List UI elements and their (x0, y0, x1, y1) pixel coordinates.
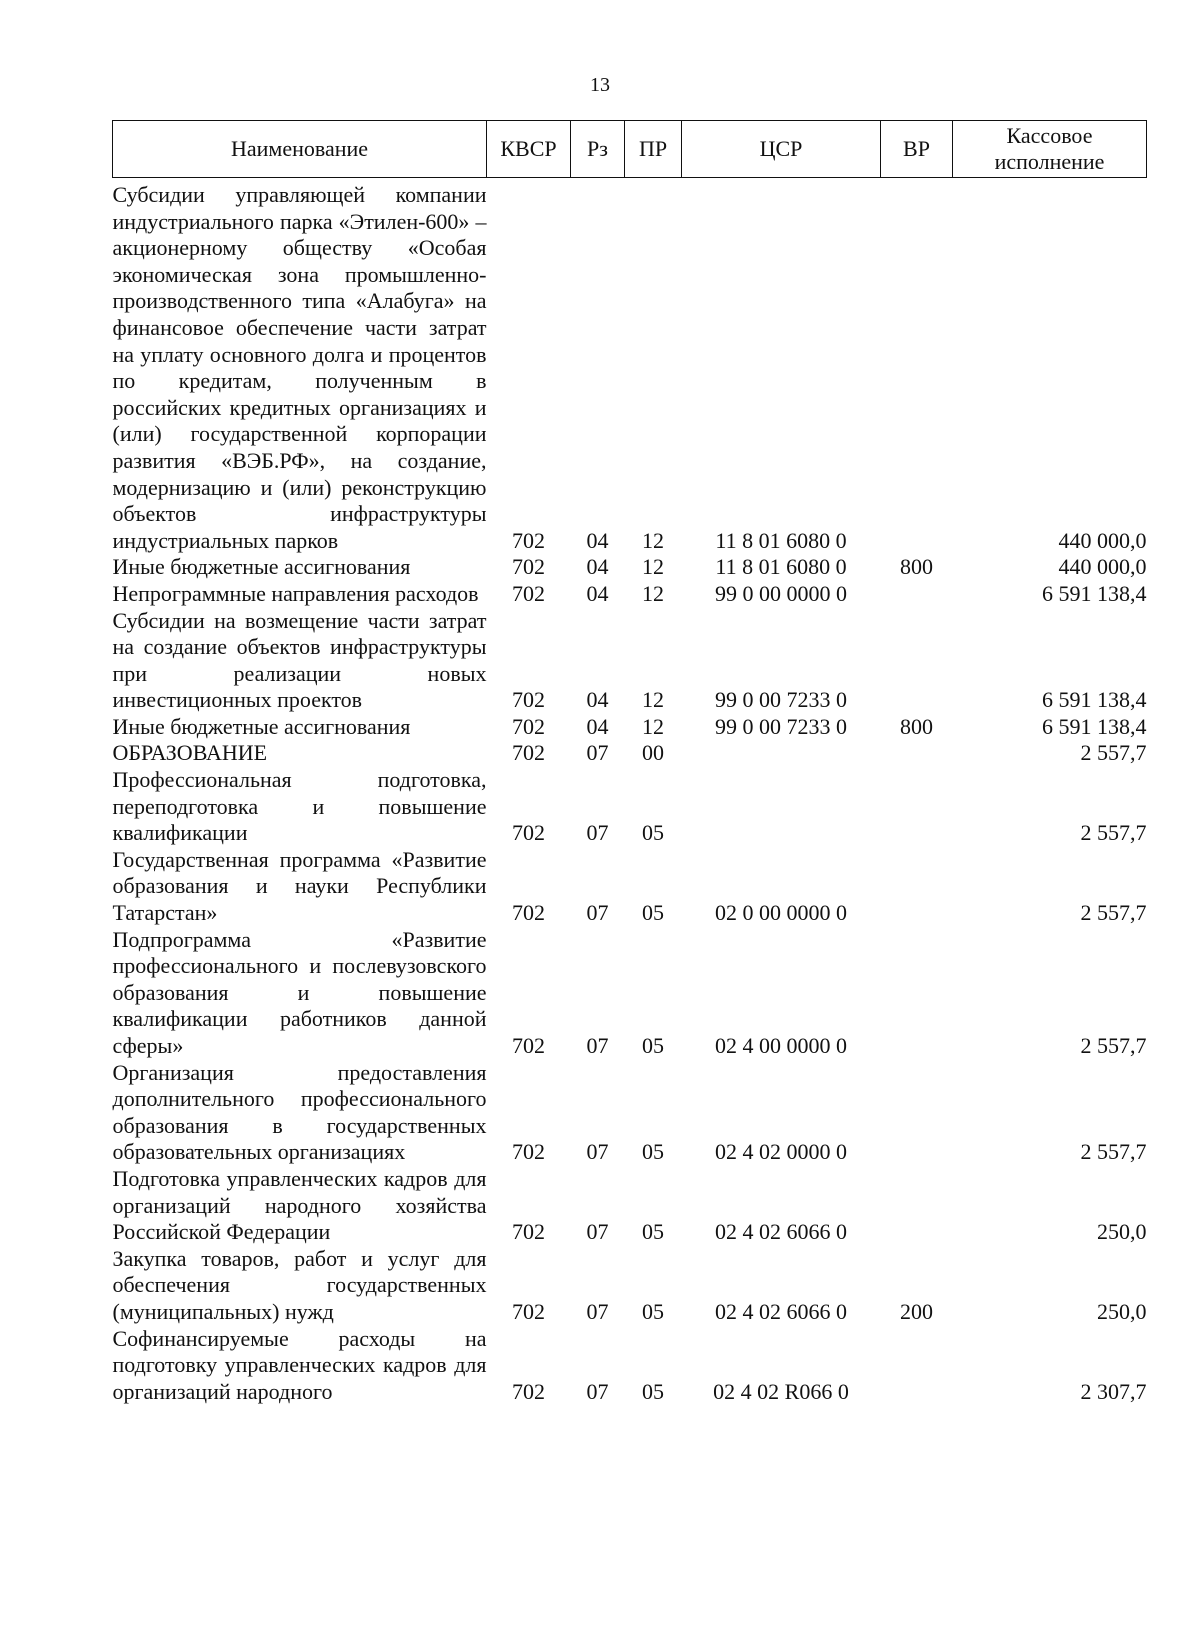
row-rz: 07 (586, 1033, 609, 1058)
row-rz: 07 (586, 1378, 609, 1404)
table-body (113, 178, 1147, 1406)
row-vr: 800 (900, 713, 933, 739)
row-rz: 07 (586, 1139, 609, 1165)
row-rz: 04 (586, 713, 609, 739)
header-name: Наименование (113, 121, 487, 178)
row-pr: 05 (642, 900, 664, 926)
table-row (113, 767, 1147, 847)
row-pr: 00 (642, 740, 664, 766)
table-row (113, 847, 1147, 927)
row-rz: 07 (586, 1219, 609, 1245)
row-amount: 6 591 138,4 (1042, 687, 1147, 713)
table-row (113, 581, 1147, 608)
header-vr: ВР (881, 121, 953, 178)
row-rz: 07 (586, 820, 609, 846)
row-name: Непрограммные направления расходов (112, 580, 479, 606)
row-kvsr: 702 (512, 1219, 545, 1245)
row-pr: 12 (642, 554, 664, 580)
budget-execution-table (112, 120, 1147, 1405)
row-rz: 04 (586, 687, 609, 713)
row-pr: 05 (642, 1298, 664, 1324)
table-row (113, 1326, 1147, 1406)
row-vr: 200 (900, 1298, 933, 1324)
row-kvsr: 702 (512, 713, 545, 739)
row-pr: 05 (642, 820, 664, 846)
row-kvsr: 702 (512, 527, 545, 553)
row-amount: 2 557,7 (1080, 900, 1147, 926)
row-csr: 02 4 00 0000 0 (715, 1033, 847, 1058)
row-pr: 05 (642, 1033, 664, 1058)
row-name: Государственная программа «Развитие образования и науки Республики Татарстан» (112, 846, 487, 926)
row-amount: 2 557,7 (1080, 740, 1147, 766)
header-pr: ПР (625, 121, 682, 178)
row-pr: 12 (642, 713, 664, 739)
table-row (113, 740, 1147, 767)
row-name: Профессиональная подготовка, переподготовка и повышение квалификации (112, 767, 487, 846)
row-csr: 11 8 01 6080 0 (715, 554, 847, 580)
row-vr (881, 927, 953, 1060)
row-rz: 07 (586, 1298, 609, 1324)
row-kvsr: 702 (512, 900, 545, 926)
table-row (113, 554, 1147, 581)
row-amount: 6 591 138,4 (1042, 580, 1147, 606)
table-row (113, 927, 1147, 1060)
row-csr: 99 0 00 7233 0 (715, 713, 847, 739)
row-amount: 2 557,7 (1080, 1139, 1147, 1165)
table-header (113, 121, 1147, 178)
row-name: Закупка товаров, работ и услуг для обеспечения государственных (муниципальных) нужд (112, 1245, 487, 1324)
row-name: Подпрограмма «Развитие профессионального и послевузовского образования и повышение квалификации работников данной сферы» (112, 926, 487, 1058)
row-amount: 440 000,0 (1058, 554, 1147, 580)
row-csr (682, 740, 881, 767)
row-amount: 2 307,7 (1080, 1378, 1147, 1404)
row-kvsr: 702 (512, 820, 545, 846)
row-amount: 250,0 (1097, 1298, 1147, 1324)
row-kvsr: 702 (512, 554, 545, 580)
row-vr (881, 740, 953, 767)
row-name: Иные бюджетные ассигнования (112, 554, 411, 580)
row-kvsr: 702 (512, 1378, 545, 1404)
row-csr: 99 0 00 7233 0 (715, 687, 847, 713)
row-vr (881, 608, 953, 714)
table-row (113, 178, 1147, 555)
row-pr: 05 (642, 1378, 664, 1404)
row-name: Субсидии управляющей компании индустриального парка «Этилен-600» – акционерному обществу «Особая экономическая зона промышленно-производственного типа «Алабуга» на финансовое обеспечение части затрат на уплату основного долга и процентов по кредитам, полученным в российских кредитных организациях и (или) государственной корпорации развития «ВЭБ.РФ», на создание, модернизацию и (или) реконструкцию объектов инфраструктуры индустриальных парков (112, 182, 487, 553)
row-csr: 02 0 00 0000 0 (715, 900, 847, 926)
row-kvsr: 702 (512, 580, 545, 606)
row-name: ОБРАЗОВАНИЕ (112, 740, 268, 766)
row-csr: 99 0 00 0000 0 (715, 580, 847, 606)
row-vr (881, 1060, 953, 1166)
header-kvsr: КВСР (487, 121, 571, 178)
row-csr: 02 4 02 6066 0 (715, 1219, 847, 1245)
row-name: Организация предоставления дополнительного профессионального образования в государственных образовательных организациях (112, 1059, 487, 1165)
row-name: Субсидии на возмещение части затрат на создание объектов инфраструктуры при реализации новых инвестиционных проектов (112, 607, 487, 713)
row-amount: 250,0 (1097, 1219, 1147, 1245)
row-vr: 800 (900, 554, 933, 580)
row-rz: 04 (586, 554, 609, 580)
row-name: Иные бюджетные ассигнования (112, 713, 411, 739)
table-row (113, 1060, 1147, 1166)
row-pr: 12 (642, 527, 664, 553)
row-vr (881, 1166, 953, 1246)
row-kvsr: 702 (512, 1139, 545, 1165)
row-csr (682, 767, 881, 847)
row-csr: 02 4 02 6066 0 (715, 1298, 847, 1324)
row-csr: 02 4 02 0000 0 (715, 1139, 847, 1165)
row-kvsr: 702 (512, 740, 545, 766)
row-rz: 07 (586, 900, 609, 926)
row-kvsr: 702 (512, 1298, 545, 1324)
table-row (113, 1246, 1147, 1326)
row-rz: 04 (586, 580, 609, 606)
row-kvsr: 702 (512, 1033, 545, 1058)
table-row (113, 1166, 1147, 1246)
row-amount: 2 557,7 (1080, 820, 1147, 846)
row-vr (881, 581, 953, 608)
header-amount: Кассовое исполнение (953, 121, 1147, 178)
row-name: Подготовка управленческих кадров для организаций народного хозяйства Российской Федерации (112, 1165, 487, 1245)
row-pr: 12 (642, 687, 664, 713)
row-amount: 2 557,7 (1080, 1033, 1147, 1058)
header-rz: Рз (571, 121, 625, 178)
row-vr (881, 1326, 953, 1406)
row-pr: 05 (642, 1219, 664, 1245)
row-kvsr: 702 (512, 687, 545, 713)
table-row (113, 608, 1147, 714)
row-pr: 05 (642, 1139, 664, 1165)
row-csr: 02 4 02 R066 0 (713, 1378, 849, 1404)
row-csr: 11 8 01 6080 0 (715, 527, 847, 553)
row-amount: 440 000,0 (1058, 527, 1147, 553)
header-csr: ЦСР (682, 121, 881, 178)
row-amount: 6 591 138,4 (1042, 713, 1147, 739)
row-vr (881, 847, 953, 927)
row-vr (881, 767, 953, 847)
row-rz: 04 (586, 527, 609, 553)
row-pr: 12 (642, 580, 664, 606)
page-number: 13 (590, 74, 610, 96)
row-name: Софинансируемые расходы на подготовку управленческих кадров для организаций народного (112, 1325, 487, 1404)
table-row (113, 714, 1147, 741)
row-rz: 07 (586, 740, 609, 766)
row-vr (881, 178, 953, 555)
